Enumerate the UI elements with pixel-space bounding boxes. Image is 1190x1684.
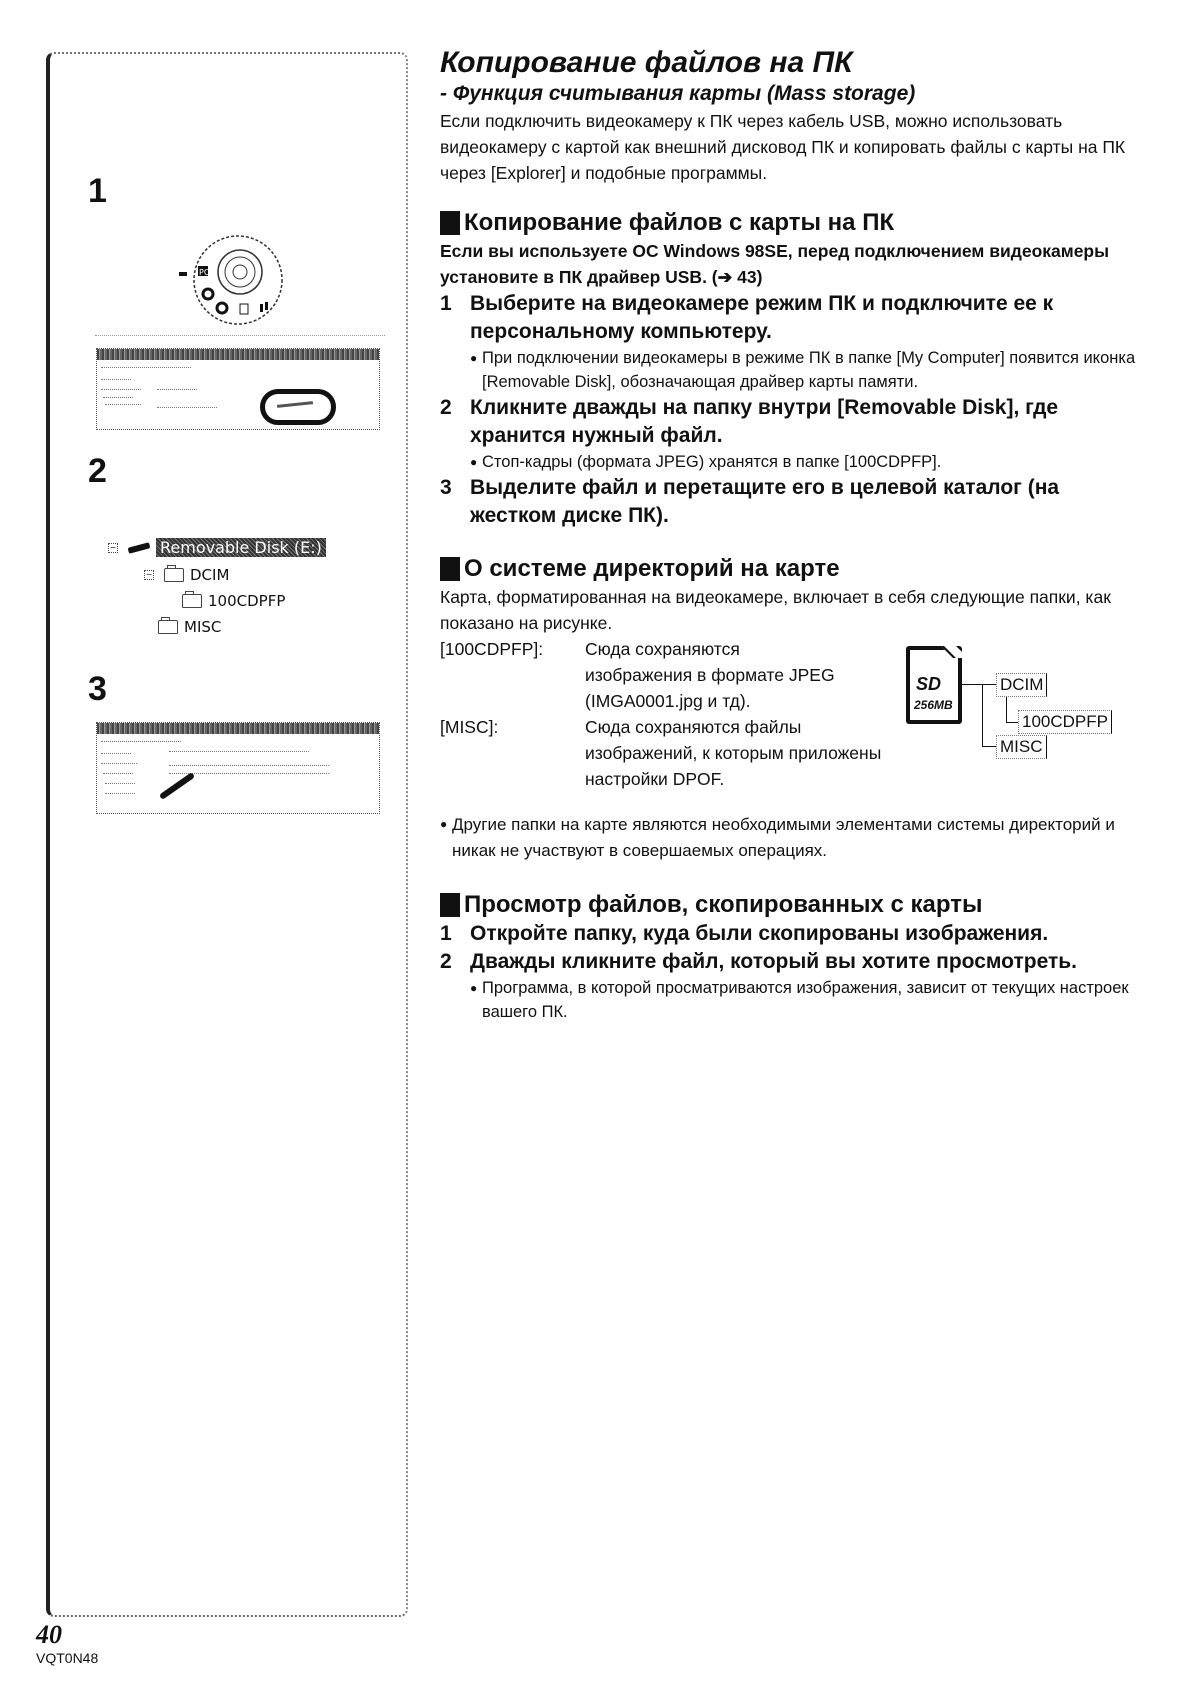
section-heading-text: О системе директорий на карте bbox=[464, 555, 840, 582]
folder-100cdpfp: 100CDPFP bbox=[1018, 710, 1112, 734]
step-text: Выберите на видеокамере режим ПК и подключите ее к персональному компьютеру. bbox=[470, 292, 1054, 343]
section-heading-view-files bbox=[440, 890, 1140, 920]
page-number: 40 bbox=[36, 1620, 62, 1649]
definition-desc: Сюда сохраняются файлы изображений, к которым приложены настройки DPOF. bbox=[585, 717, 882, 789]
tree-item-label: 100CDPFP bbox=[208, 592, 286, 610]
step-number: 1 bbox=[440, 922, 452, 945]
page-subtitle: - Функция считывания карты (Mass storage) bbox=[440, 82, 916, 105]
view-step-2-note bbox=[440, 976, 1140, 1024]
explorer-screenshot-my-computer bbox=[96, 348, 380, 430]
step-text: Откройте папку, куда были скопированы изображения. bbox=[470, 922, 1049, 945]
explorer-screenshot-drag bbox=[96, 722, 380, 814]
sd-logo: SD bbox=[916, 674, 942, 694]
bullet-icon: ● bbox=[470, 455, 478, 469]
bullet-icon: ● bbox=[470, 981, 478, 995]
sd-card-directory-diagram bbox=[906, 636, 1146, 786]
copy-step-3 bbox=[440, 474, 1140, 530]
svg-text:PC: PC bbox=[199, 268, 210, 277]
tree-item-removable-disk[interactable] bbox=[108, 538, 326, 557]
folder-icon bbox=[164, 568, 184, 582]
collapse-icon[interactable]: − bbox=[145, 570, 153, 579]
section-marker-icon bbox=[440, 211, 460, 235]
definition-desc: Сюда сохраняются изображения в формате JPEG (IMGA0001.jpg и тд). bbox=[585, 639, 835, 711]
tree-item-100cdpfp[interactable] bbox=[182, 592, 285, 610]
intro-paragraph: Если подключить видеокамеру к ПК через кабель USB, можно использовать видеокамеру с картой как внешний дисковод ПК и копировать файлы с карты на ПК через [Explorer] и подобные программы. bbox=[440, 111, 1126, 183]
view-step-1 bbox=[440, 920, 1140, 948]
bullet-icon: ● bbox=[440, 817, 448, 831]
tree-item-label: DCIM bbox=[190, 566, 230, 584]
step-text: Кликните дважды на папку внутри [Removable Disk], где хранится нужный файл. bbox=[470, 396, 1059, 447]
copy-step-1-note bbox=[440, 346, 1140, 394]
directory-intro: Карта, форматированная на видеокамере, включает в себя следующие папки, как показано на рисунке. bbox=[440, 587, 1111, 633]
section-marker-icon bbox=[440, 557, 460, 581]
folder-icon bbox=[182, 594, 202, 608]
step-number: 2 bbox=[440, 396, 452, 419]
definition-term: [MISC]: bbox=[440, 717, 499, 737]
folder-icon bbox=[158, 620, 178, 634]
divider bbox=[95, 335, 385, 336]
step-number-1: 1 bbox=[88, 172, 107, 210]
tree-item-label: Removable Disk (E:) bbox=[156, 538, 326, 557]
removable-disk-icon bbox=[128, 542, 151, 553]
other-folders-note bbox=[440, 812, 1140, 864]
copy-step-1 bbox=[440, 290, 1140, 346]
highlight-oval-removable-disk bbox=[260, 389, 336, 425]
note-text: При подключении видеокамеры в режиме ПК в папке [My Computer] появится иконка [Removable Disk], обозначающая драйвер карты памяти. bbox=[482, 349, 1136, 391]
step-number: 3 bbox=[440, 476, 452, 499]
folder-dcim: DCIM bbox=[996, 673, 1047, 697]
section-heading-copy-files bbox=[440, 208, 1140, 238]
drag-arrow-icon bbox=[159, 772, 195, 800]
windows-98se-note: Если вы используете ОС Windows 98SE, перед подключением видеокамеры установите в ПК драйвер USB. (➔ 43) bbox=[440, 241, 1110, 287]
main-content bbox=[440, 46, 1140, 1024]
copy-step-2 bbox=[440, 394, 1140, 450]
step-number-3: 3 bbox=[88, 670, 107, 708]
sd-card-icon bbox=[906, 646, 962, 724]
view-step-2 bbox=[440, 948, 1140, 976]
tree-item-misc[interactable] bbox=[158, 618, 221, 636]
step-number-2: 2 bbox=[88, 452, 107, 490]
section-heading-text: Копирование файлов с карты на ПК bbox=[464, 209, 895, 236]
section-heading-text: Просмотр файлов, скопированных с карты bbox=[464, 891, 983, 918]
section-marker-icon bbox=[440, 893, 460, 917]
tree-item-label: MISC bbox=[184, 618, 222, 636]
window-titlebar bbox=[97, 349, 379, 360]
section-heading-directory-system bbox=[440, 554, 1140, 584]
step-text: Дважды кликните файл, который вы хотите просмотреть. bbox=[470, 950, 1078, 973]
sd-capacity: 256MB bbox=[914, 698, 953, 712]
note-text: Другие папки на карте являются необходимыми элементами системы директорий и никак не участвуют в совершаемых операциях. bbox=[452, 815, 1115, 860]
folder-misc: MISC bbox=[996, 735, 1047, 759]
definition-term: [100CDPFP]: bbox=[440, 639, 544, 659]
note-text: Стоп-кадры (формата JPEG) хранятся в папке [100CDPFP]. bbox=[482, 453, 942, 471]
bullet-icon: ● bbox=[470, 351, 478, 365]
pointer-dash bbox=[179, 272, 187, 276]
copy-step-2-note bbox=[440, 450, 1140, 474]
step-text: Выделите файл и перетащите его в целевой каталог (на жестком диске ПК). bbox=[470, 476, 1060, 527]
tree-item-dcim[interactable] bbox=[144, 566, 229, 584]
note-text: Программа, в которой просматриваются изображения, зависит от текущих настроек вашего ПК. bbox=[482, 979, 1129, 1021]
document-code: VQT0N48 bbox=[36, 1650, 99, 1666]
directory-definitions bbox=[440, 636, 1140, 792]
window-titlebar bbox=[97, 723, 379, 734]
mode-dial-icon bbox=[190, 232, 286, 328]
page-title: Копирование файлов на ПК bbox=[440, 46, 853, 79]
step-number: 1 bbox=[440, 292, 452, 315]
step-number: 2 bbox=[440, 950, 452, 973]
collapse-icon[interactable]: − bbox=[109, 542, 117, 552]
